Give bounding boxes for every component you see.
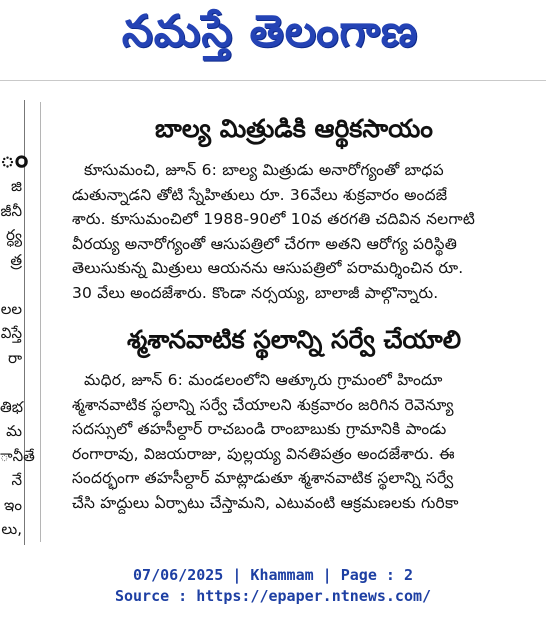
article-2-line: సదస్సులో తహసీల్దార్ రాచబండి రాంబాబుకు గ్రామానికి పాండు <box>72 420 447 439</box>
left-column-fragment: రా <box>7 348 22 367</box>
left-column-fragment: జి <box>11 177 22 195</box>
article-2-line: సందర్భంగా తహసీల్దార్ మాట్లాడుతూ శ్మశానవాటిక స్థలాన్ని సర్వే <box>72 469 454 488</box>
source-link[interactable]: Source : https://epaper.ntnews.com/ <box>114 587 432 605</box>
article-1-line: శారు. కూసుమంచిలో 1988-90లో 10వ తరగతి చదివిన నలగాటి <box>72 210 476 229</box>
masthead-divider <box>0 80 546 81</box>
article-1-line: కూసుమంచి, జూన్ 6: బాల్య మిత్రుడు అనారోగ్యంతో బాధప <box>84 161 444 179</box>
article-2-line: మధిర, జూన్ 6: మండలంలోని ఆత్కూరు గ్రామంలో హిందూ <box>84 371 443 389</box>
left-column-fragment: తిభ <box>0 397 23 416</box>
left-column-fragment: విస్తే <box>0 324 22 342</box>
left-column-fragment: నే <box>11 471 22 489</box>
edition-info: 07/06/2025 | Khammam | Page : 2 <box>133 566 413 584</box>
article-1-line: 30 వేలు అందజేశారు. కొండా నర్సయ్య, బాలాజీ పాల్గొన్నారు. <box>72 283 439 302</box>
article-1-body <box>72 158 536 306</box>
article-2-line: శ్మశానవాటిక స్థలాన్ని సర్వే చేయాలని శుక్రవారం జరిగిన రెవెన్యూ <box>72 395 454 414</box>
article-2-body <box>72 368 536 516</box>
article-1-line: తెలుసుకున్న మిత్రులు ఆయనను ఆసుపత్రిలో పరామర్శించిన రూ. <box>72 259 464 278</box>
article-1-headline: బాల్య మిత్రుడికి ఆర్థికసాయం <box>155 114 433 143</box>
left-column-fragment: ానీతే <box>0 446 35 465</box>
left-column-fragment <box>0 370 24 395</box>
column-divider <box>40 102 41 542</box>
left-column-fragment <box>0 272 24 297</box>
masthead-title: నమస్తే తెలంగాణ <box>121 6 419 57</box>
newspaper-masthead <box>60 6 480 68</box>
left-column-heading-fragment: ం <box>0 144 29 174</box>
left-column-fragment: మ <box>6 422 22 440</box>
left-column-fragment: లల <box>0 299 22 318</box>
left-column-fragment: లు, <box>1 520 22 538</box>
left-column-fragment: జీనీ <box>0 201 22 220</box>
left-column-fragment: త్ర <box>10 250 22 269</box>
left-column-fragment: ఇం <box>4 495 22 514</box>
article-2-headline: శ్మశానవాటిక స్థలాన్ని సర్వే చేయాలి <box>126 325 462 354</box>
article-2-line: రంగారావు, విజయరాజు, పుల్లయ్య వినతిపత్రం అందజేశారు. ఈ <box>72 444 455 463</box>
left-column-clipped <box>0 100 35 545</box>
left-column-fragment: ర్ధ్య <box>6 226 22 244</box>
article-1-line: వీరయ్య అనారోగ్యంతో ఆసుపత్రిలో చేరగా అతని ఆరోగ్య పరిస్థితి <box>72 234 458 253</box>
article-1-line: డుతున్నాడని తోటి స్నేహితులు రూ. 36వేలు శుక్రవారం అందజే <box>72 185 448 204</box>
article-2-line: చేసి హద్దులు ఏర్పాటు చేస్తామని, ఎటువంటి ఆక్రమణలకు గురికా <box>72 493 459 512</box>
